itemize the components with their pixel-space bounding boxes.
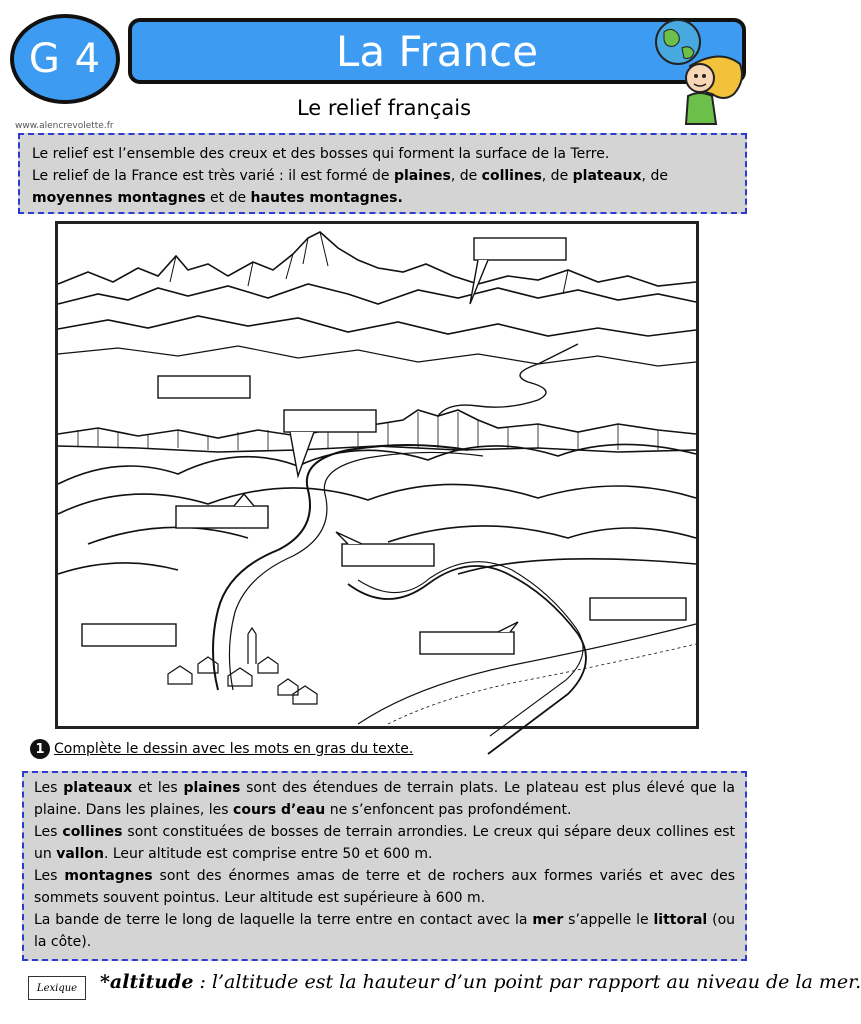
lesson-paragraph-1 [34,777,735,821]
lesson-text: sont des énormes amas de terre et de rochers aux formes variés et avec des sommets souvent pointus. Leur altitude est supérieure à 600 m. [34,868,735,906]
relief-drawing [55,221,699,729]
keyword-montagnes: montagnes [64,868,153,884]
lesson-text: ne s’enfoncent pas profondément. [325,802,572,818]
site-url: www.alencrevolette.fr [15,121,114,131]
keyword-plateaux: plateaux [572,168,642,184]
lesson-text: . Leur altitude est comprise entre 50 et 600 m. [103,846,433,862]
keyword-plateaux: plateaux [63,780,133,796]
intro-line-2 [32,165,733,209]
lesson-text: sont constituées de bosses de terrain arrondies. Le creux qui sépare deux collines est un [34,824,735,862]
keyword-plaines: plaines [393,168,451,184]
keyword-cours-deau: cours d’eau [233,802,326,818]
step-number-icon: 1 [30,739,50,759]
keyword-collines: collines [62,824,123,840]
lesson-text: Les [34,824,63,840]
intro-text: . [397,190,403,206]
lesson-text: sont des étendues de terrain plats. Le plateau est plus élevé que la plaine. Dans les plaines, les [34,780,735,818]
intro-line-1: Le relief est l’ensemble des creux et des bosses qui forment la surface de la Terre. [32,146,610,162]
lesson-text: s’appelle le [563,912,654,928]
page-title: La France [128,18,746,84]
lesson-paragraph-4 [34,909,735,953]
landscape-illustration [58,224,696,726]
lexique-definition [100,971,861,993]
lesson-text: La bande de terre le long de laquelle la terre entre en contact avec la [34,912,533,928]
lesson-paragraph-2 [34,821,735,865]
intro-text: et de [205,190,251,206]
keyword-mer: mer [532,912,564,928]
keyword-collines: collines [481,168,542,184]
lexique-term: *altitude [100,971,194,993]
lesson-text: et les [132,780,184,796]
intro-text: Le relief de la France est très varié : il est formé de [32,168,394,184]
instruction-text: Complète le dessin avec les mots en gras du texte. [54,741,414,757]
exercise-instruction [30,739,413,759]
page-subtitle: Le relief français [296,96,472,120]
keyword-plaines: plaines [183,780,241,796]
keyword-hautes-montagnes: hautes montagnes [250,190,398,206]
keyword-vallon: vallon [56,846,104,862]
intro-text: , de [541,168,573,184]
lesson-badge: G 4 [10,14,120,104]
lexique-label: Lexique [28,976,86,1000]
intro-box [18,133,747,214]
lesson-text: Les [34,868,65,884]
lesson-text: Les [34,780,64,796]
lexique-text: : l’altitude est la hauteur d’un point par rapport au niveau de la mer. [193,971,861,993]
keyword-moyennes-montagnes: moyennes montagnes [32,190,206,206]
lesson-text: (ou la côte). [34,912,736,950]
intro-text: , de [450,168,482,184]
lesson-paragraph-3 [34,865,735,909]
keyword-littoral: littoral [653,912,708,928]
lesson-box [22,771,747,961]
intro-text: , de [641,168,668,184]
